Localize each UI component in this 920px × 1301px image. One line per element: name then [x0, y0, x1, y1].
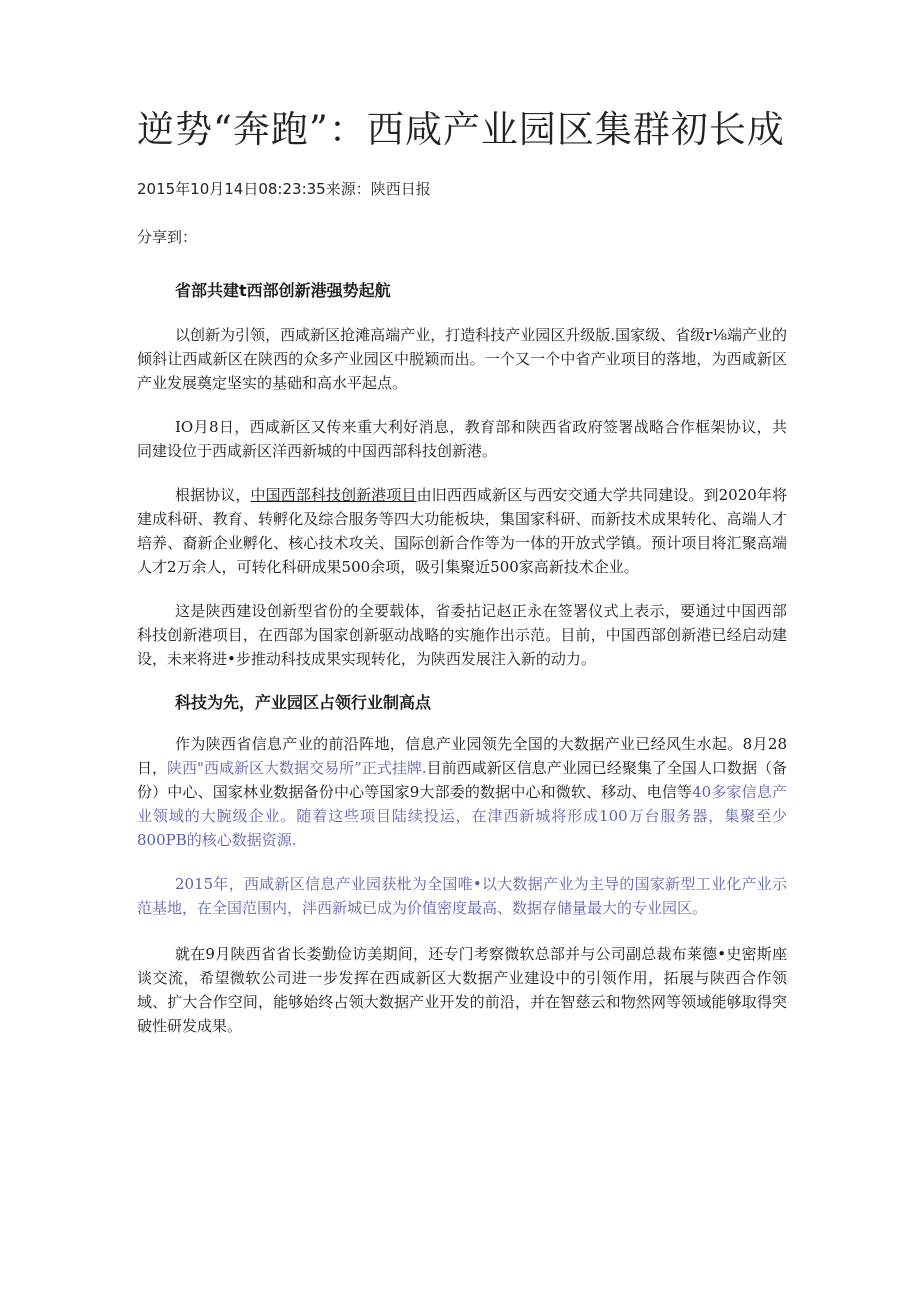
- paragraph-3-text-b: 由旧西西咸新区与西安交通大学共同建设。到2020年将建成科研、教育、转孵化及综合服务等四大功能板块，集国家科研、而新技术成果转化、高端人才培养、裔新企业孵化、核心技术攻关、国际创新合作等为一体的开放式学镇。预计项目将汇聚高端人才2万余人，可转化科研成果500余项，吸引集聚近500家高新技术企业。: [137, 486, 787, 576]
- paragraph-1: 以创新为引领，西咸新区抢滩高端产业，打造科技产业园区升级版.国家级、省级r⅛端产业的倾斜让西咸新区在陕西的众多产业园区中脱颖而出。一个又一个中省产业项目的落地，为西咸新区产业发展奠定坚实的基础和高水平起点。: [137, 326, 787, 392]
- section-heading-2: 科技为先，产业园区占领行业制高点: [175, 693, 432, 712]
- article: [137, 104, 787, 1038]
- project-link[interactable]: 中国西部科技创新港项目: [250, 486, 417, 504]
- paragraph-5-highlight-a: 陕西"西咸新区大数据交易所”正式挂牌.: [167, 759, 427, 777]
- paragraph-5-text-a: 作为陕西省信息产业的前沿阵地，信息产业园领先全国的大数据产业已经风生水起。8月28日，: [137, 735, 787, 777]
- paragraph-5-highlight-b: 40多家信息产业领域的大腕级企业。随着这些项目陆续投运，在津西新城将形成100万台服务器，集聚至少800PB的核心数据资源.: [137, 783, 787, 849]
- paragraph-3: [137, 483, 787, 579]
- paragraph-4: 这是陕西建设创新型省份的全要载体，省委拈记赵正永在签署仪式上表示，要通过中国西部科技创新港项目，在西部为国家创新驱动战略的实施作出示范。目前，中国西部创新港已经启动建设，未来将进•步推动科技成果实现转化，为陕西发展注入新的动力。: [137, 602, 787, 668]
- page-title: 逆势“奔跑”：西咸产业园区集群初长成: [137, 108, 785, 151]
- paragraph-6: 2015年，西咸新区信息产业园获枇为全国唯•以大数据产业为主导的国家新型工业化产业示范基地，在全国范围内，泮西新城已成为价值密度最高、数据存储量最大的专业园区。: [137, 875, 787, 917]
- section-heading-1: 省部共建t西部创新港强势起航: [175, 281, 391, 300]
- article-meta: 2015年10月14日08:23:35来源：陕西日报: [137, 180, 431, 198]
- paragraph-2: IO月8日，西咸新区又传来重大利好消息，教育部和陕西省政府签署战略合作框架协议，共同建设位于西咸新区洋西新城的中国西部科技创新港。: [137, 418, 787, 460]
- paragraph-7: 就在9月陕西省省长娄勤俭访美期间，还专门考察微软总部并与公司副总裁布莱德•史密斯座谈交流，希望微软公司进一步发挥在西咸新区大数据产业建设中的引领作用，拓展与陕西合作领域、扩大合作空间，能够始终占领大数据产业开发的前沿，并在智慈云和物然网等领域能够取得突破性研发成果。: [137, 945, 787, 1035]
- paragraph-5-text-b: 目前西咸新区信息产业园已经聚集了全国人口数据（备份）中心、国家林业数据备份中心等国家9大部委的数据中心和微软、移动、电信等: [137, 759, 787, 801]
- share-label: 分享到：: [137, 228, 198, 246]
- paragraph-5: [137, 732, 787, 852]
- paragraph-3-text-a: 根据协议，: [175, 486, 251, 504]
